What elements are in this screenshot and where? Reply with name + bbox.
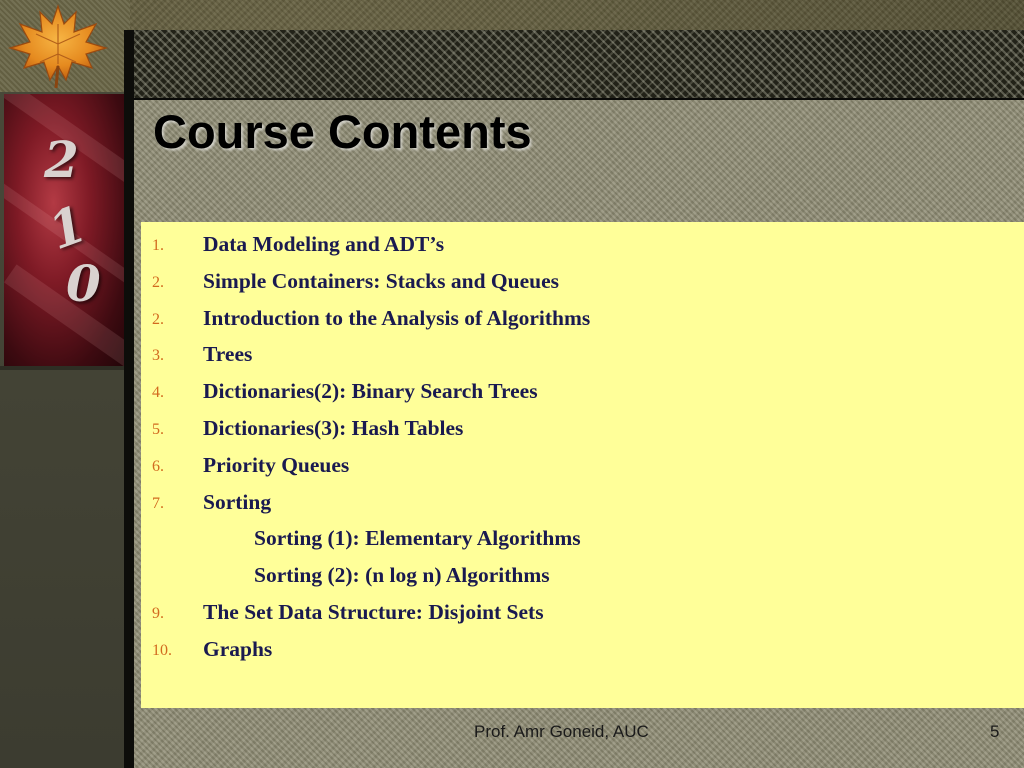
- list-item-label: Priority Queues: [203, 452, 350, 477]
- list-item-label: Dictionaries(2): Binary Search Trees: [203, 379, 538, 404]
- list-item-number: 5.: [152, 420, 164, 438]
- list-item: [141, 635, 1024, 672]
- footer-author: Prof. Amr Goneid, AUC: [474, 722, 649, 741]
- list-item-label: Dictionaries(3): Hash Tables: [203, 415, 464, 440]
- list-item-number: 3.: [152, 347, 164, 365]
- list-item: [141, 524, 1024, 561]
- list-item-label: Sorting: [203, 489, 272, 514]
- list-item: [141, 267, 1024, 304]
- content-box: [141, 222, 1024, 708]
- list-item-number: 4.: [152, 384, 164, 402]
- header-bar: [124, 30, 1024, 100]
- list-item: [141, 598, 1024, 635]
- vertical-divider: [124, 30, 134, 768]
- list-item: [141, 488, 1024, 525]
- list-item-number: 9.: [152, 604, 164, 622]
- list-item-label: Data Modeling and ADT’s: [203, 232, 445, 256]
- list-item-number: 10.: [152, 641, 172, 659]
- list-item-label: Simple Containers: Stacks and Queues: [203, 268, 559, 293]
- logo-strip: [0, 0, 130, 92]
- list-item-label: Sorting (1): Elementary Algorithms: [254, 526, 581, 551]
- list-item-number: 2.: [152, 310, 164, 328]
- list-item-label: Sorting (2): (n log n) Algorithms: [254, 563, 550, 588]
- page-number: 5: [990, 722, 1000, 741]
- list-item-number: 1.: [152, 237, 164, 254]
- topic-list: [141, 230, 1024, 672]
- course-number-panel: [4, 94, 128, 366]
- logo-digit: 0: [66, 254, 101, 313]
- list-item: [141, 340, 1024, 377]
- list-item-label: Introduction to the Analysis of Algorithms: [203, 305, 591, 330]
- list-item-label: Trees: [203, 342, 253, 367]
- list-item: [141, 304, 1024, 341]
- list-item-label: Graphs: [203, 636, 273, 661]
- maple-leaf-icon: [6, 2, 110, 88]
- list-item-label: The Set Data Structure: Disjoint Sets: [203, 599, 544, 624]
- list-item: [141, 414, 1024, 451]
- list-item: [141, 451, 1024, 488]
- divider: [0, 366, 130, 370]
- list-item: [141, 230, 1024, 267]
- list-item-number: 7.: [152, 494, 164, 512]
- page-title: Course Contents: [153, 105, 532, 158]
- logo-digit: 2: [44, 130, 79, 189]
- list-item: [141, 377, 1024, 414]
- logo-digit: 1: [40, 193, 94, 262]
- list-item-number: 6.: [152, 457, 164, 475]
- list-item-number: 2.: [152, 273, 164, 291]
- list-item: [141, 561, 1024, 598]
